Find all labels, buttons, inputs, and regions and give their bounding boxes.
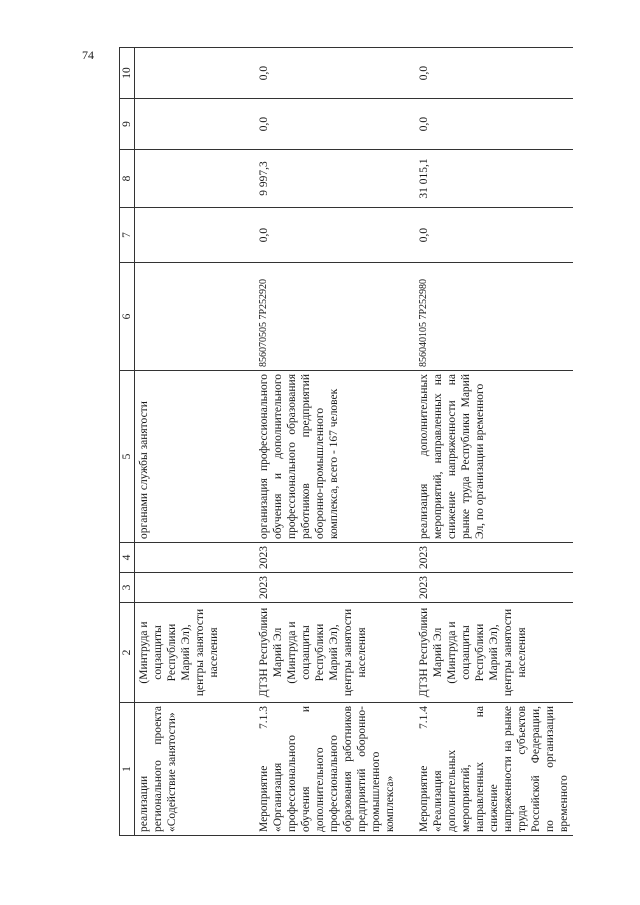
cell-result: организация профессионального обучения и дополнительного профессионального образования работников предприятий оборонно-промышленного комплекса, всего - 167 человек [255, 371, 415, 543]
cell-activity: реализации регионального проекта «Содействие занятости» [135, 703, 255, 836]
cell-value-10: 0,0 [255, 48, 415, 99]
cell-budget-code: 856070505 7P252920 [255, 263, 415, 371]
cell-result: реализация дополнительных мероприятий, направленных на снижение напряженности на рынке труда Республики Марий Эл, по организации временного [415, 371, 573, 543]
cell-budget-code: 856040105 7P252980 [415, 263, 573, 371]
page-number: 74 [82, 48, 94, 62]
col-header-10: 10 [120, 48, 135, 99]
col-header-5: 5 [120, 371, 135, 543]
cell-responsible: ДТЗН Республики Марий Эл (Минтруда и соцзащиты Республики Марий Эл), центры занятости населения [255, 603, 415, 703]
cell-value-10: 0,0 [415, 48, 573, 99]
cell-value-8: 9 997,3 [255, 150, 415, 208]
budget-table [119, 47, 573, 836]
cell-value-10 [135, 48, 255, 99]
budget-table-sheet [119, 48, 570, 836]
col-header-7: 7 [120, 208, 135, 263]
cell-value-9: 0,0 [415, 99, 573, 150]
cell-end-year: 2023 [255, 543, 415, 573]
cell-end-year: 2023 [415, 543, 573, 573]
col-header-9: 9 [120, 99, 135, 150]
cell-activity: Мероприятие 7.1.3 «Организация профессионального обучения и дополнительного профессионального образования работников предприятий оборонно-промышленного комплекса» [255, 703, 415, 836]
cell-value-7: 0,0 [415, 208, 573, 263]
cell-start-year: 2023 [415, 573, 573, 603]
cell-value-9: 0,0 [255, 99, 415, 150]
cell-activity: Мероприятие 7.1.4 «Реализация дополнительных мероприятий, направленных на снижение напряженности на рынке труда субъектов Российской Федерации, по организации временного [415, 703, 573, 836]
cell-value-7 [135, 208, 255, 263]
cell-budget-code [135, 263, 255, 371]
cell-value-8: 31 015,1 [415, 150, 573, 208]
col-header-4: 4 [120, 543, 135, 573]
col-header-6: 6 [120, 263, 135, 371]
col-header-3: 3 [120, 573, 135, 603]
header-row [120, 48, 135, 836]
cell-result: органами службы занятости [135, 371, 255, 543]
col-header-1: 1 [120, 703, 135, 836]
table-row [255, 48, 415, 836]
table-row [415, 48, 573, 836]
cell-responsible: (Минтруда и соцзащиты Республики Марий Эл), центры занятости населения [135, 603, 255, 703]
cell-start-year [135, 573, 255, 603]
cell-start-year: 2023 [255, 573, 415, 603]
cell-value-8 [135, 150, 255, 208]
cell-value-9 [135, 99, 255, 150]
col-header-2: 2 [120, 603, 135, 703]
cell-responsible: ДТЗН Республики Марий Эл (Минтруда и соцзащиты Республики Марий Эл), центры занятости населения [415, 603, 573, 703]
col-header-8: 8 [120, 150, 135, 208]
cell-value-7: 0,0 [255, 208, 415, 263]
table-row [135, 48, 255, 836]
cell-end-year [135, 543, 255, 573]
